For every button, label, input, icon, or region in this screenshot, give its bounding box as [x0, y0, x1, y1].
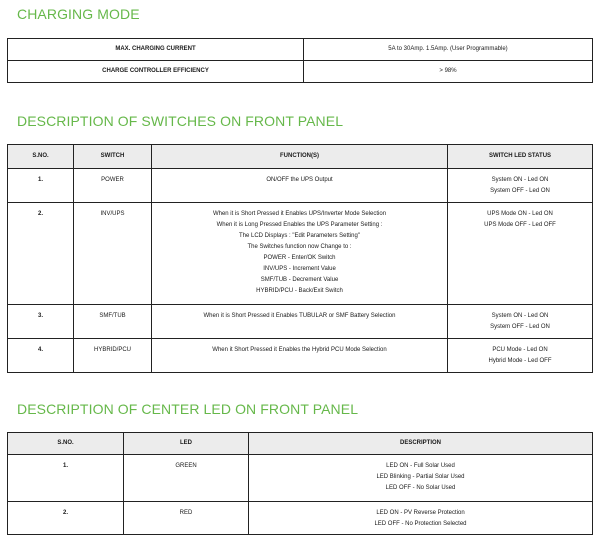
switch-name-cell: HYBRID/PCU	[74, 339, 152, 373]
switch-name-cell: SMF/TUB	[74, 305, 152, 339]
function-line: When it is Long Pressed Enables the UPS Parameter Setting :	[216, 222, 383, 228]
description-line: LED ON - PV Reverse Protection	[376, 510, 465, 516]
charge-controller-efficiency-label: CHARGE CONTROLLER EFFICIENCY	[8, 61, 304, 83]
column-header-led-status: SWITCH LED STATUS	[448, 145, 593, 169]
column-header-functions: FUNCTION(S)	[152, 145, 448, 169]
status-line: System ON - Led ON	[491, 313, 549, 319]
table-header-row	[8, 145, 593, 169]
charge-controller-efficiency-value: > 98%	[304, 61, 593, 83]
function-line: When it is Short Pressed it Enables UPS/Inverter Mode Selection	[212, 211, 387, 217]
column-header-sno: S.NO.	[8, 433, 124, 455]
column-header-description: DESCRIPTION	[249, 433, 593, 455]
function-line: INV/UPS - Increment Value	[263, 266, 336, 272]
led-status-cell	[448, 169, 593, 203]
function-cell	[152, 339, 448, 373]
sno-cell: 2.	[8, 502, 124, 535]
function-line: ON/OFF the UPS Output	[266, 177, 333, 183]
status-line: PCU Mode - Led ON	[492, 347, 548, 353]
led-color-cell: RED	[124, 502, 249, 535]
description-line: LED ON - Full Solar Used	[386, 463, 455, 469]
function-line: The Switches function now Change to :	[247, 244, 352, 250]
sno-cell: 4.	[8, 339, 74, 373]
function-cell	[152, 203, 448, 305]
sno-cell: 2.	[8, 203, 74, 305]
table-row	[8, 502, 593, 535]
table-row	[8, 61, 593, 83]
function-line: When it is Short Pressed it Enables TUBULAR or SMF Battery Selection	[203, 313, 396, 319]
table-row	[8, 305, 593, 339]
function-cell	[152, 305, 448, 339]
status-line: System ON - Led ON	[491, 177, 549, 183]
function-line: The LCD Displays : "Edit Parameters Setting"	[239, 233, 360, 239]
max-charging-current-label: MAX. CHARGING CURRENT	[8, 39, 304, 61]
column-header-led: LED	[124, 433, 249, 455]
function-line: SMF/TUB - Decrement Value	[260, 277, 339, 283]
center-led-heading: DESCRIPTION OF CENTER LED ON FRONT PANEL	[17, 401, 359, 417]
status-line: Hybrid Mode - Led OFF	[488, 358, 552, 364]
table-row	[8, 169, 593, 203]
led-color-cell: GREEN	[124, 455, 249, 502]
charging-mode-table	[7, 38, 593, 83]
center-led-table	[7, 432, 593, 535]
switches-heading: DESCRIPTION OF SWITCHES ON FRONT PANEL	[17, 113, 344, 129]
function-line: POWER - Enter/OK Switch	[263, 255, 336, 261]
table-row	[8, 455, 593, 502]
description-line: LED OFF - No Solar Used	[385, 485, 456, 491]
sno-cell: 3.	[8, 305, 74, 339]
column-header-sno: S.NO.	[8, 145, 74, 169]
led-status-cell	[448, 339, 593, 373]
sno-cell: 1.	[8, 169, 74, 203]
table-row	[8, 339, 593, 373]
function-cell	[152, 169, 448, 203]
status-line: System OFF - Led ON	[490, 324, 550, 330]
switch-name-cell: POWER	[74, 169, 152, 203]
description-line: LED Blinking - Partial Solar Used	[376, 474, 465, 480]
table-header-row	[8, 433, 593, 455]
switches-table	[7, 144, 593, 373]
led-description-cell	[249, 455, 593, 502]
sno-cell: 1.	[8, 455, 124, 502]
charging-mode-heading: CHARGING MODE	[17, 6, 140, 22]
led-status-cell	[448, 305, 593, 339]
status-line: UPS Mode ON - Led ON	[487, 211, 553, 217]
status-line: System OFF - Led ON	[490, 188, 550, 194]
status-line: UPS Mode OFF - Led OFF	[484, 222, 556, 228]
description-line: LED OFF - No Protection Selected	[374, 521, 467, 527]
led-description-cell	[249, 502, 593, 535]
led-status-cell	[448, 203, 593, 305]
switch-name-cell: INV/UPS	[74, 203, 152, 305]
function-line: When it Short Pressed it Enables the Hybrid PCU Mode Selection	[212, 347, 387, 353]
function-line: HYBRID/PCU - Back/Exit Switch	[256, 288, 343, 294]
max-charging-current-value: 5A to 30Amp. 1.5Amp. (User Programmable)	[304, 39, 593, 61]
table-row	[8, 203, 593, 305]
table-row	[8, 39, 593, 61]
column-header-switch: SWITCH	[74, 145, 152, 169]
